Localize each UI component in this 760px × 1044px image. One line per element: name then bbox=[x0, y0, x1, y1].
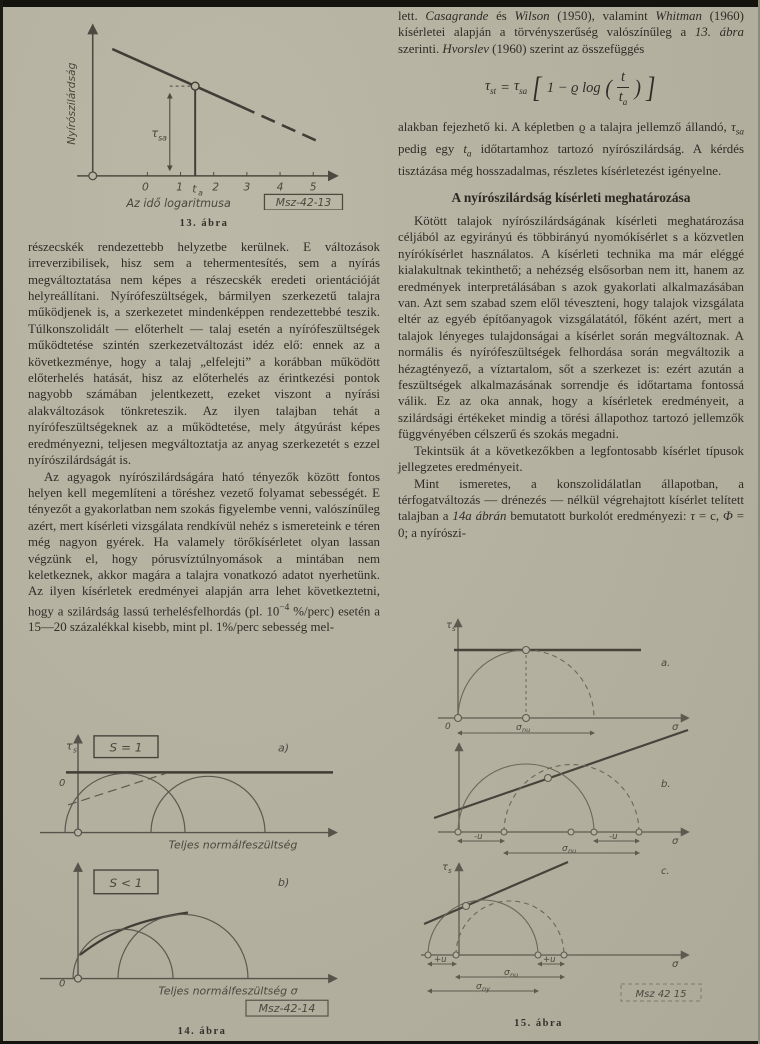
fig13-tick-ta-sub: a bbox=[198, 188, 203, 198]
formula-body: 1 − ϱ log bbox=[546, 80, 601, 97]
fig15a-dim-label: σ bbox=[516, 723, 522, 733]
fig14-caption: 14. ábra bbox=[177, 1026, 227, 1038]
fig14b-s-label: S < 1 bbox=[109, 875, 143, 890]
fig13-plot bbox=[28, 10, 376, 210]
fig15b-tangent-marker bbox=[545, 775, 552, 782]
fig15a-circle-left bbox=[458, 650, 526, 718]
fig13-caption: 13. ábra bbox=[179, 218, 229, 230]
fig13-ref-box-label: Msz-42-13 bbox=[275, 196, 332, 210]
fig14a-origin-marker bbox=[75, 829, 82, 836]
fig15a-tau-sub: s bbox=[452, 625, 456, 633]
fig14a-tau-label: τ bbox=[66, 739, 73, 753]
fig15c-dim-ny-label: σ bbox=[476, 982, 482, 992]
fig15b-u-left-label: -u bbox=[474, 832, 483, 842]
scan-edge-top bbox=[0, 0, 760, 7]
right-paragraph-3: Kötött talajok nyírószilárdságának kísérleti meghatározása céljából az egyirányú és többirányú nyomókísérlet s a közvetlen nyírókísérlet használatos. A kísérleti technika ma már eléggé kialakultnak tekinthető; a nehézség elsősorban nem itt, hanem az eredmények interpretálásában s azok gyakorlati alkalmazásában van. Azt sem szabad szem elől téveszteni, hogy talajok vizsgálata eltér az egyéb építőanyagok vizsgálatától, főként azért, mert a talajok lényeges tulajdonságai a kísérlet során megváltoznak. A normális és nyírófeszültségek felhordása során megváltozik a hézagtényező, a víztartalom, sőt a szerkezet is: ezért azután a feszültségek alkalmazásának sorrendje és időtartama fontossá válik. Ez az oka annak, hogy a kísérletek eredményeit, a szilárdsági értékeket mindig a törési állapothoz tartozó jellemzők függvényében célszerű és szokás megadni. bbox=[398, 214, 744, 442]
fig13-tau-label: τ bbox=[151, 125, 159, 140]
fig14b-origin-marker bbox=[75, 975, 82, 982]
fig14a-dashed-line bbox=[68, 773, 166, 805]
formula-fraction: $\frac{t}{t_a}$ bbox=[618, 69, 628, 107]
fig15c-sublabel: c. bbox=[661, 866, 670, 877]
fig15b-sublabel: b. bbox=[661, 779, 671, 790]
fig13-tick-5: 5 bbox=[309, 180, 317, 194]
fig15c-tangent-marker bbox=[463, 903, 470, 910]
fig15a-tangent-marker bbox=[523, 647, 530, 654]
formula-tau-sa: $\tau_{sa}$ bbox=[513, 77, 528, 96]
fig15b-dim-label: σ bbox=[562, 844, 568, 854]
scan-edge-left bbox=[0, 0, 3, 1044]
fig15b-circle-solid bbox=[458, 764, 594, 832]
fig13-tick-ta: t bbox=[192, 182, 197, 196]
fig14a-mohr-circle-2 bbox=[151, 776, 265, 832]
fig14b-zero: 0 bbox=[59, 978, 66, 990]
right-paragraph-1: lett. Casagrande és Wilson (1950), valamint Whitman (1960) kísérletei alapján a törvényszerűség valószínűleg a 13. ábra szerinti. Hvorslev (1960) szerint az összefüggés bbox=[398, 9, 744, 56]
fig13-point-marker bbox=[191, 82, 199, 90]
fig15a-tau-label: τ bbox=[446, 620, 453, 631]
fig15c-tau-sub: s bbox=[448, 867, 452, 875]
right-paragraph-5: Mint ismeretes, a konszolidálatlan állapotban, a térfogatváltozás — drénezés — nélkül végrehajtott kísérlet telített talajban a 14a ábrán bemutatott burkolót eredményezi: τ = c, Φ = 0; a nyírószi- bbox=[398, 476, 745, 540]
fig15c-u-right-label: +u bbox=[543, 955, 556, 965]
fig15a-circle-right-dashed bbox=[526, 650, 594, 718]
fig14a-mohr-circle-1 bbox=[65, 773, 185, 832]
left-paragraph-2: Az agyagok nyírószilárdságára ható tényezők között fontos helyen kell megemlíteni a töréshez vezető folyamat sebességét. E tényezőt a gyakorlatban nem szokás figyelembe venni, valószínűleg azért, mert kísérleti vizsgálata rendkívül nehéz s ismereteink e téren még nagyon gyérek. Ha valamely törőkísérletet olyan lassan végzünk el, hogy pórusvíztúlnyomások a mintában nem keletkeznek, akkor magára a talajra vonatkozó adatot nyerhetünk. Az ilyen kísérletek eredményei alapján arra lehet következtetni, hogy a szilárdság lassú terhelésfelhordás (pl. $10^{-4}$ %/perc) esetén a 15—20 százalékkal kisebb, mint pl. 1%/perc sebesség mel- bbox=[28, 469, 381, 635]
fig13-tick-3: 3 bbox=[243, 180, 251, 194]
fig15a-sigma-label: σ bbox=[672, 722, 679, 733]
fig15c-u-left-label: +u bbox=[434, 955, 447, 965]
fig13-tick-2: 2 bbox=[212, 180, 220, 194]
fig14a-zero: 0 bbox=[59, 778, 66, 790]
left-paragraph-1: részecskék rendezettebb helyzetbe kerülnek. E változások irreverzibilisek, hisz sem a tehermentesítés, sem a nyírás megváltoztatása nem képes a részecskék eredeti orientációját helyreállítani. Nyírófeszültségek, bármilyen szerkezetű talajra működjenek is, a szerkezetet mindenképpen rendezettebbé teszik. Túlkonszolidált — előterhelt — talaj esetén a nyírófeszültségek működtetése szintén szerkezetváltozást idéz elő: ennek az a következménye, hogy a talaj „elfelejti” a korábban működött előterhelés hatását, hisz az előterhelés az érintkezési pontok nagyobb számában jelentkezett, ezeket viszont a nyírási alakváltozások tönkreteszik. Az ilyen talajban tehát a nyírófeszültségeknek az a működtetése, mely átgyúrást képes eredményezni, teljesen megváltoztatja az anyag szerkezetét s ezzel nyírószilárdságát is. bbox=[28, 239, 380, 468]
fig15-plot bbox=[416, 612, 731, 1010]
fig13-x-axis-label: Az idő logaritmusa bbox=[126, 197, 231, 210]
formula-right-paren: ) bbox=[634, 75, 641, 101]
fig15c-circle-dashed bbox=[456, 901, 564, 955]
fig15a-sublabel: a. bbox=[661, 658, 671, 669]
fig14a-sublabel: a) bbox=[278, 741, 290, 755]
fig15c-tau-label: τ bbox=[442, 862, 449, 873]
fig15c-dim-nu-sub: nu bbox=[510, 971, 519, 979]
fig13-line-solid bbox=[112, 49, 241, 107]
fig15c-dim-ny-sub: ny bbox=[482, 985, 490, 993]
fig15a-dim-sub: nu bbox=[522, 726, 531, 734]
formula-right-bracket: ] bbox=[646, 71, 656, 105]
fig14a-s-label: S = 1 bbox=[109, 740, 143, 755]
fig14b-x-axis-label: Teljes normálfeszültség σ bbox=[158, 984, 298, 998]
fig14-ref-box-label: Msz-42-14 bbox=[258, 1002, 316, 1016]
fig13-tau-sub: sa bbox=[158, 133, 167, 143]
fig15b-sigma-label: σ bbox=[672, 836, 679, 847]
formula-left-paren: ( bbox=[605, 75, 612, 101]
fig15a-origin-marker bbox=[455, 715, 462, 722]
fig14b-envelope-curve bbox=[80, 912, 188, 954]
fig15b-dim-sub: nu bbox=[568, 847, 577, 855]
right-paragraph-4: Tekintsük át a következőkben a legfontosabb kísérlet típusok jellegzetes eredményeit. bbox=[398, 443, 744, 475]
fig13-origin-marker bbox=[89, 172, 97, 180]
left-column bbox=[28, 10, 380, 1036]
fig14-plot bbox=[28, 726, 376, 1018]
section-heading: A nyírószilárdság kísérleti meghatározása bbox=[451, 189, 691, 205]
formula-hvorslev bbox=[398, 65, 744, 111]
fig15c-sigma-label: σ bbox=[672, 959, 679, 970]
fig15a-axis-marker bbox=[523, 715, 530, 722]
figure-13 bbox=[28, 10, 380, 233]
fig13-y-axis-label: Nyírószilárdság bbox=[65, 62, 79, 145]
right-column bbox=[398, 8, 744, 1038]
fig15b-circle-dashed bbox=[504, 765, 639, 832]
fig15a-zero: 0 bbox=[445, 722, 451, 732]
figure-14 bbox=[28, 726, 376, 1041]
fig14a-tau-sub: s bbox=[73, 745, 77, 755]
figure-15 bbox=[416, 612, 731, 1033]
formula-tau-st: $\tau_{st}$ bbox=[484, 77, 497, 96]
fig13-tick-1: 1 bbox=[176, 180, 183, 194]
fig15-caption: 15. ábra bbox=[514, 1018, 563, 1030]
fig15c-dim-nu-label: σ bbox=[504, 968, 510, 978]
formula-left-bracket: [ bbox=[532, 71, 542, 105]
fig14b-sublabel: b) bbox=[278, 875, 290, 889]
fig13-line-dashed bbox=[241, 107, 321, 143]
fig14a-x-axis-label: Teljes normálfeszültség bbox=[168, 838, 298, 852]
fig15-ref-box-label: Msz 42 15 bbox=[635, 989, 687, 1000]
fig15b-u-right-label: -u bbox=[609, 832, 618, 842]
right-paragraph-2: alakban fejezhető ki. A képletben ϱ a talajra jellemző állandó, $\tau_{sa}$ pedig egy $t_a$ időtartamhoz tartozó nyírószilárdság. A kérdés tisztázása még hosszadalmas, részletes kísérletezést igényelne. bbox=[398, 120, 744, 179]
fig13-tick-0: 0 bbox=[142, 180, 149, 194]
formula-equals: = bbox=[500, 80, 510, 97]
fig13-tick-4: 4 bbox=[276, 180, 284, 194]
